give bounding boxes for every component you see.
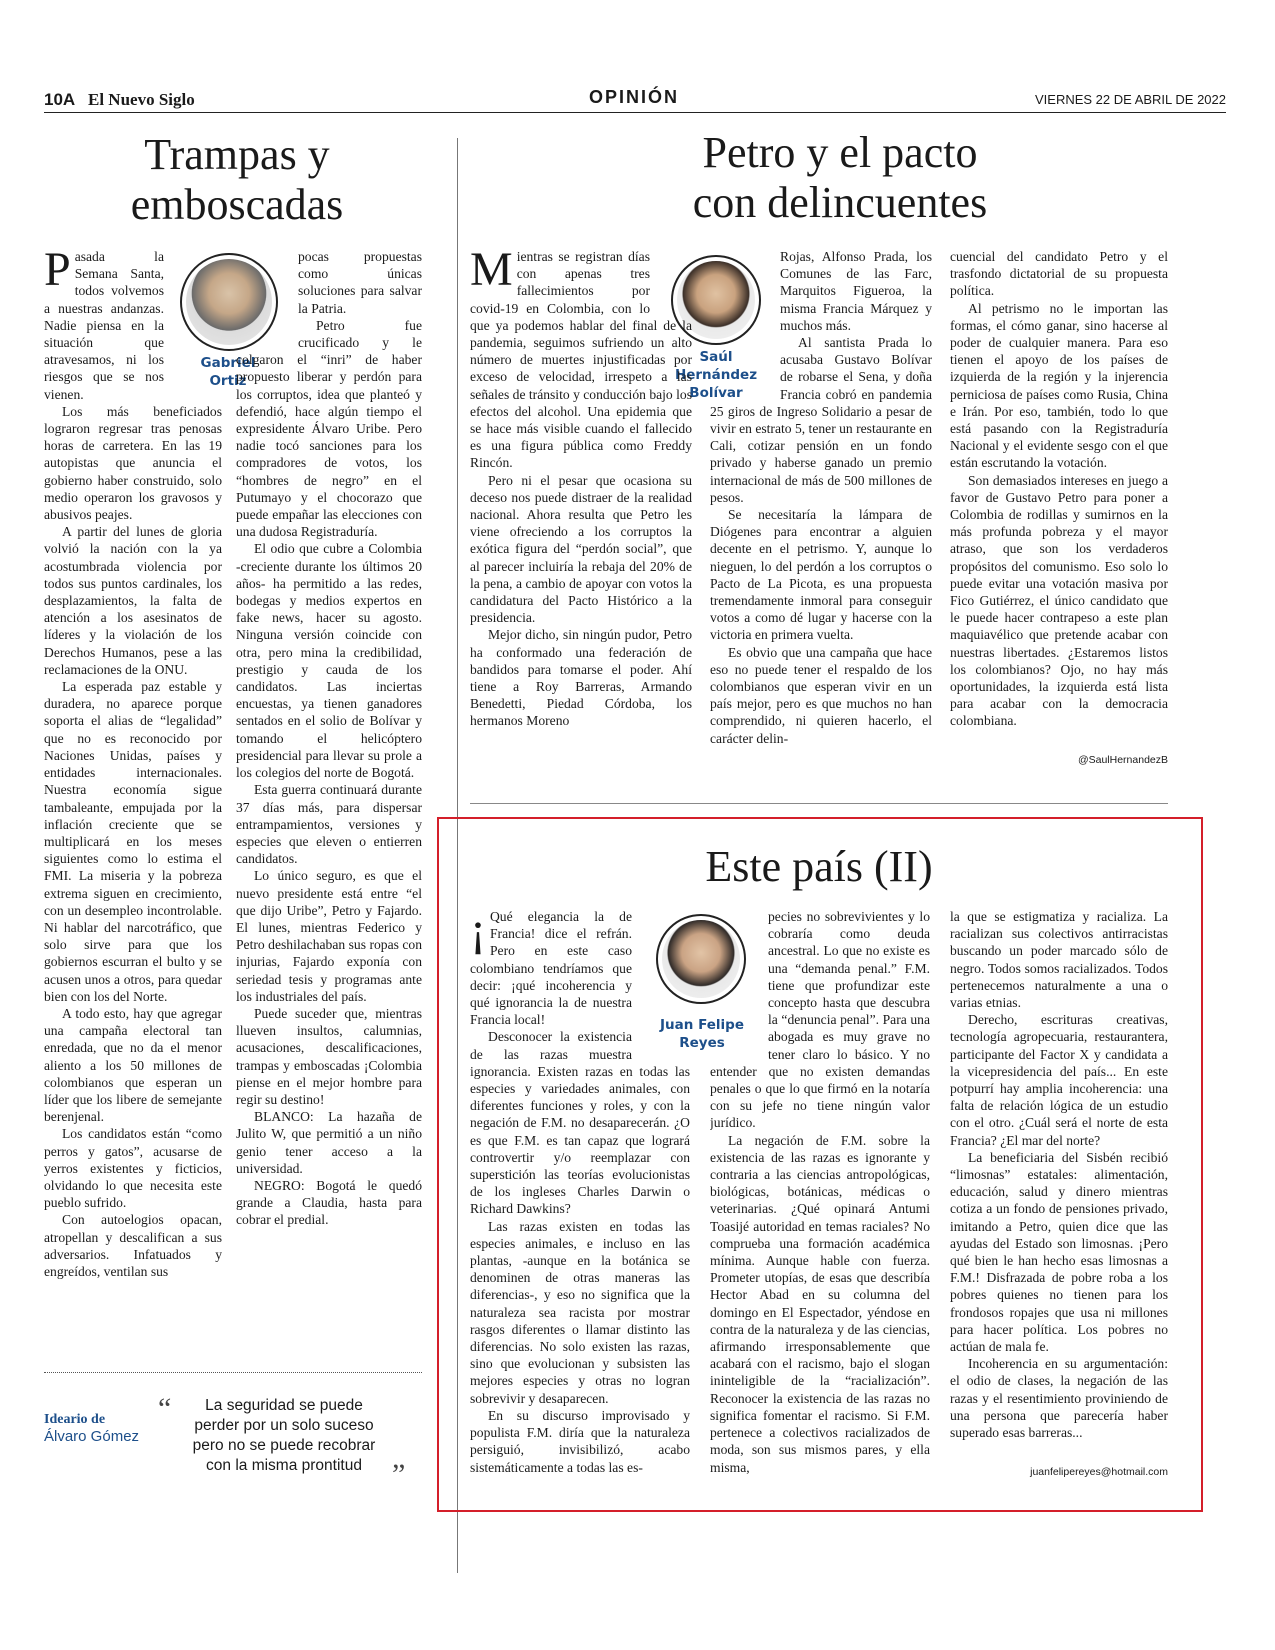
author-first: Saúl [699,349,733,365]
paragraph: Al petrismo no le importan las formas, el cómo ganar, sino hacerse al poder de cualquier manera. Para eso tienen el apoyo de los países de izquierda de la región y la injerencia perniciosa de países como Rusia, China e Irán. Por eso, también, todo lo que está pasando con la Registraduría Nacional y el evidente sesgo con el que están escrutando la votación. [950,300,1168,471]
drop-cap: P [44,248,71,296]
dotted-divider [44,1372,422,1373]
paragraph: cuencial del candidato Petro y el trasfondo dictatorial de su propuesta política. [950,249,1168,299]
paragraph: Es obvio que una campaña que hace eso no puede tener el respaldo de los colombianos que esperan vivir en un país mejor, pero es que muchos no han comprendido, ni quieren hacerlo, el carácter delin- [710,644,932,746]
paragraph: Puede suceder que, mientras llueven insultos, calumnias, acusaciones, descalificaciones, trampas y emboscadas ¡Colombia piense en el mejor hombre para regir su destino! [236,1005,422,1107]
masthead: El Nuevo Siglo [88,90,195,109]
drop-cap: ¡ [470,908,486,956]
paragraph: Rojas, Alfonso Prada, los Comunes de las Farc, Marquitos Figueroa, la misma Francia Márquez y muchos más. [780,249,932,333]
section-title: OPINIÓN [588,87,679,107]
page-number: 10A [44,90,76,109]
paragraph: Esta guerra continuará durante 37 días más, para dispersar entrampamientos, versiones y especies que eleven o entierren candidatos. [236,782,422,867]
paragraph: Incoherencia en su argumentación: el odio de clases, la negación de las razas y el resentimiento proviniendo de una persona que parecería haber superado esas barreras... [950,1356,1168,1441]
paragraph: La beneficiaria del Sisbén recibió “limosnas” estatales: alimentación, educación, salud y dinero mientras cotiza a un fondo de pensiones privado, imitando a Petro, quien dice que las ayudas del Estado son limosnas. ¡Pero qué bien le han hecho esas limosnas a F.M.! Disfrazada de pobre roba a los pobres quienes no tienen para los frondosos ropajes que usa ni millones para hacer política. Los pobres no actúan de mala fe. [950,1149,1168,1355]
paragraph: Desconocer la existencia de las razas muestra ignorancia. Existen razas en todas las especies y variedades animales, con diferentes funciones y roles, y con la negación de F.M. no desaparecerán. ¿O es que F.M. es tan capaz que logrará controvertir y/o reemplazar con superstición las teorías evolucionistas de los ingleses Charles Darwin o Richard Dawkins? [470,1029,690,1217]
drop-cap: M [470,248,513,296]
article-column [950,248,1168,758]
article-title-este-pais: Este país (II) [705,842,933,891]
title-line: emboscadas [130,180,344,229]
paragraph: Las razas existen en todas las especies animales, e incluso en las plantas, -aunque en la botánica se denominen de otras maneras las diferencias-, y eso no significa que la naturaleza sea racista por mostrar rasgos diferentes o llamar distinto las diferencias. No solo existen las razas, sino que evolucionan y subsisten las mejores especies y otras no logran sobrevivir y desaparecen. [470,1218,690,1406]
paragraph: Mejor dicho, sin ningún pudor, Petro ha conformado una federación de bandidos para tomarse el poder. Ahí tiene a Roy Barreras, Armando Benedetti, Piedad Córdoba, los hermanos Moreno [470,627,692,729]
author-last: Ortiz [209,373,247,389]
article-column [710,248,932,768]
paragraph: Al santista Prada lo acusaba Gustavo Bolívar de robarse el Sena, y doña Francia cobró en pandemia 25 giros de Ingreso Solidario a pesar de vivir en estrato 5, tener un restaurante en Cali, cotizar pensión en un fondo privado y haberse ganado un premio internacional de más de 500 millones de pesos. [710,335,932,505]
ideario-author: Álvaro Gómez [44,1428,140,1445]
paragraph: Con autoelogios opacan, atropellan y descalifican a sus adversarios. Infatuados y engreídos, ventilan sus [44,1212,222,1279]
paragraph: Pero ni el pesar que ocasiona su deceso nos puede distraer de la realidad nacional. Ahora resulta que Petro les viene ofreciendo a los corruptos la exótica figura del “perdón social”, que al parecer incluiría la rebaja del 20% de la pena, a cambio de apoyar con votos la candidatura del Pacto Histórico a la presidencia. [470,472,692,626]
ideario-quote: La seguridad se puede perder por un solo suceso pero no se puede recobrar con la misma prontitud [192,1397,376,1474]
paragraph: pocas propuestas como únicas soluciones para salvar la Patria. [298,249,422,316]
author-first: Juan Felipe [660,1017,744,1033]
article-column [44,248,222,1343]
paragraph: A partir del lunes de gloria volvió la nación con la ya acostumbrada violencia por todos sus puntos cardinales, los desplazamientos, la falta de atención a los asesinatos de líderes y la violación de los Derechos Humanos, pese a las reclamaciones de la ONU. [44,524,222,677]
paragraph: pecies no sobrevivientes y lo cobraría como deuda ancestral. Lo que no existe es una “demanda penal.” F.M. tiene que profundizar este concepto hasta que descubra la “denuncia penal”. Para una abogada es muy grave no tener claro lo básico. Y no entender que no existen demandas penales o que lo que firmó en la notaría con su jefe no tiene ningún valor jurídico. [710,909,930,1131]
paragraph: Se necesitaría la lámpara de Diógenes para encontrar a alguien decente en el petrismo. Y, aunque lo nieguen, lo del perdón a los corruptos o Pacto de La Picota, es una propuesta tremendamente inmoral para conseguir votos a como dé lugar y hacerse con la victoria en primera vuelta. [710,507,932,643]
paragraph: Derecho, escrituras creativas, tecnología agropecuaria, restaurantera, participante del Factor X y candidata a la vicepresidencia del país... En este potpurrí hay amplia incoherencia: una falta de relación lógica de un estudio con el otro. ¿Cuál será el norte de esta Francia? ¿El mar del norte? [950,1012,1168,1148]
author-last: Reyes [679,1035,725,1051]
quote-open-icon: “ [158,1392,172,1425]
paragraph: NEGRO: Bogotá le quedó grande a Claudia, hasta para cobrar el predial. [236,1177,422,1228]
paragraph: Lo único seguro, es que el nuevo presidente está entre “el que dijo Uribe”, Petro y Fajardo. El lunes, mientras Federico y Petro deshilachaban sus ropas con injurias, Fajardo exponía con seriedad tesis y programas ante los industriales del país. [236,868,422,1004]
author-first: Gabriel [200,355,256,371]
article-title-petro [470,128,1210,228]
article-title-trampas [44,130,430,230]
article-column [470,248,692,768]
paragraph: BLANCO: La hazaña de Julito W, que permitió a un niño genio tener acceso a la universidad. [236,1109,422,1176]
paragraph: Petro fue crucificado y le colgaron el “inri” de haber propuesto liberar y perdón para los corruptos, idea que planteó y defendió, hace algún tiempo el expresidente Álvaro Uribe. Pero nadie tocó sanciones para los compradores de votos, los “hombres de negro” en el Putumayo y el chocorazo que puede empañar las elecciones con una dudosa Registraduría. [236,317,422,540]
paragraph: Son demasiados intereses en juego a favor de Gustavo Petro para poner a Colombia de rodillas y sumirnos en la más profunda pobreza y el mayor atraso, que son los verdaderos propósitos del comunismo. Eso solo lo puede evitar una votación masiva por Fico Gutiérrez, el único candidato que le puede hacer contrapeso a este plan maquiavélico que pretende acabar con nuestras libertades. ¿Estaremos listos los colombianos? Ojo, no hay más oportunidades, la izquierda está lista para acabar con la democracia colombiana. [950,472,1168,729]
title-line: Petro y el pacto [702,128,978,177]
ideario-title: Ideario de [44,1412,106,1427]
title-line: Trampas y [144,130,330,179]
title-line: con delincuentes [692,178,988,227]
paragraph: Qué elegancia la de Francia! dice el refrán. Pero en este caso colombiano tendríamos que decir: ¡qué incoherencia y qué ignorancia la de nuestra Francia local! [470,909,632,1028]
paragraph: La negación de F.M. sobre la existencia de las razas es ignorante y contraria a las ciencias antropológicas, biológicas, botánicas, médicas o veterinarias. ¿Qué opinará Antumi Toasijé autoridad en temas raciales? No comprueba una formación académica mínima. Aunque hable con fuerza. Prometer utopías, de esas que describía Hector Abad en su columna del domingo en El Espectador, yéndose en contra de la naturaleza y de las ciencias, afirmando irresponsablemente que acabará con el racismo, bajo el slogan ininteligible de la “racialización”. Reconocer la existencia de las razas no significa fomentar el racismo. Si F.M. pertenece a colectivos racializados de moda, son sus mismos pares, y ella misma, [710,1132,930,1475]
ideario-label [44,1412,174,1445]
quote-close-icon: ” [392,1458,406,1491]
paragraph: El odio que cubre a Colombia -creciente durante los últimos 20 años- ha permitido a las redes, bodegas y medios expertos en fake news, hacer su agosto. Ninguna versión coincide con otra, pero mina la credibilidad, prestigio y cauda de los candidatos. Las inciertas encuestas, ya tienen ganadores sentados en el solio de Bolívar y tomando el helicóptero presidencial para llevar su prole a los colegios del norte de Bogotá. [236,541,422,781]
paragraph: asada la Semana Santa, todos volvemos a nuestras andanzas. Nadie piensa en la situación que atravesamos, ni los riesgos que se nos vienen. [44,249,164,402]
paragraph: La esperada paz estable y duradera, no aparece porque soporta el alias de “legalidad” que no es reconocido por Naciones Unidas, países y entidades internacionales. Nuestra economía sigue tambaleante, empujada por la inflación creciente que se multiplicará en los meses siguientes como lo estima el FMI. La miseria y la pobreza extrema siguen en crecimiento, con un desempleo incontrolable. Ni hablar del narcotráfico, que solo sirve para que los gobiernos escurran el bulto y se acusen unos a otros, para quedar bien con los del Norte. [44,679,222,1004]
article-column [236,248,422,1343]
author-handle: @SaulHernandezB [1077,754,1168,766]
article-divider [470,803,1168,804]
paragraph: A todo esto, hay que agregar una campaña electoral tan enredada, que no da el menor aliento a los 50 millones de colombianos que esperan un líder que los libere de semejante berenjenal. [44,1005,222,1125]
issue-date: VIERNES 22 DE ABRIL DE 2022 [1034,92,1226,107]
paragraph: Los candidatos están “como perros y gatos”, acusarse de yerros existentes y ficticios, olvidando lo que necesita este pueblo sufrido. [44,1126,222,1211]
paragraph: Los más beneficiados lograron regresar tras penosas horas de carretera. En las 19 autopistas que anuncia el gobierno haber construido, solo medio operaron los gravosos y abusivos peajes. [44,403,222,523]
paragraph: En su discurso improvisado y populista F.M. diría que la naturaleza persiguió, invisibilizó, acabo sistemáticamente a todas las es- [470,1407,690,1475]
article-column [950,908,1168,1464]
page-header [44,86,1226,113]
paragraph: la que se estigmatiza y racializa. La racializan sus colectivos antirracistas buscando un poder marcado sólo de negro. Todos somos racializados. Todos pertenecemos naturalmente a una o varias etnias. [950,909,1168,1011]
author-email: juanfelipereyes@hotmail.com [1030,1466,1168,1478]
author-last: Bolívar [689,385,743,401]
author-middle: Hernández [674,367,758,383]
paragraph: ientras se registran días con apenas tres fallecimientos por covid-19 en Colombia, con lo que ya podemos hablar del final de la pandemia, seguimos sufriendo un alto número de muertes injustificadas por exceso de velocidad, irrespeto a las señales de tránsito y conducción bajo los efectos del alcohol. Una epidemia que se hace más visible cuando el fallecido es una figura pública como Freddy Rincón. [470,249,692,471]
article-column [470,908,690,1481]
article-column [710,908,930,1481]
